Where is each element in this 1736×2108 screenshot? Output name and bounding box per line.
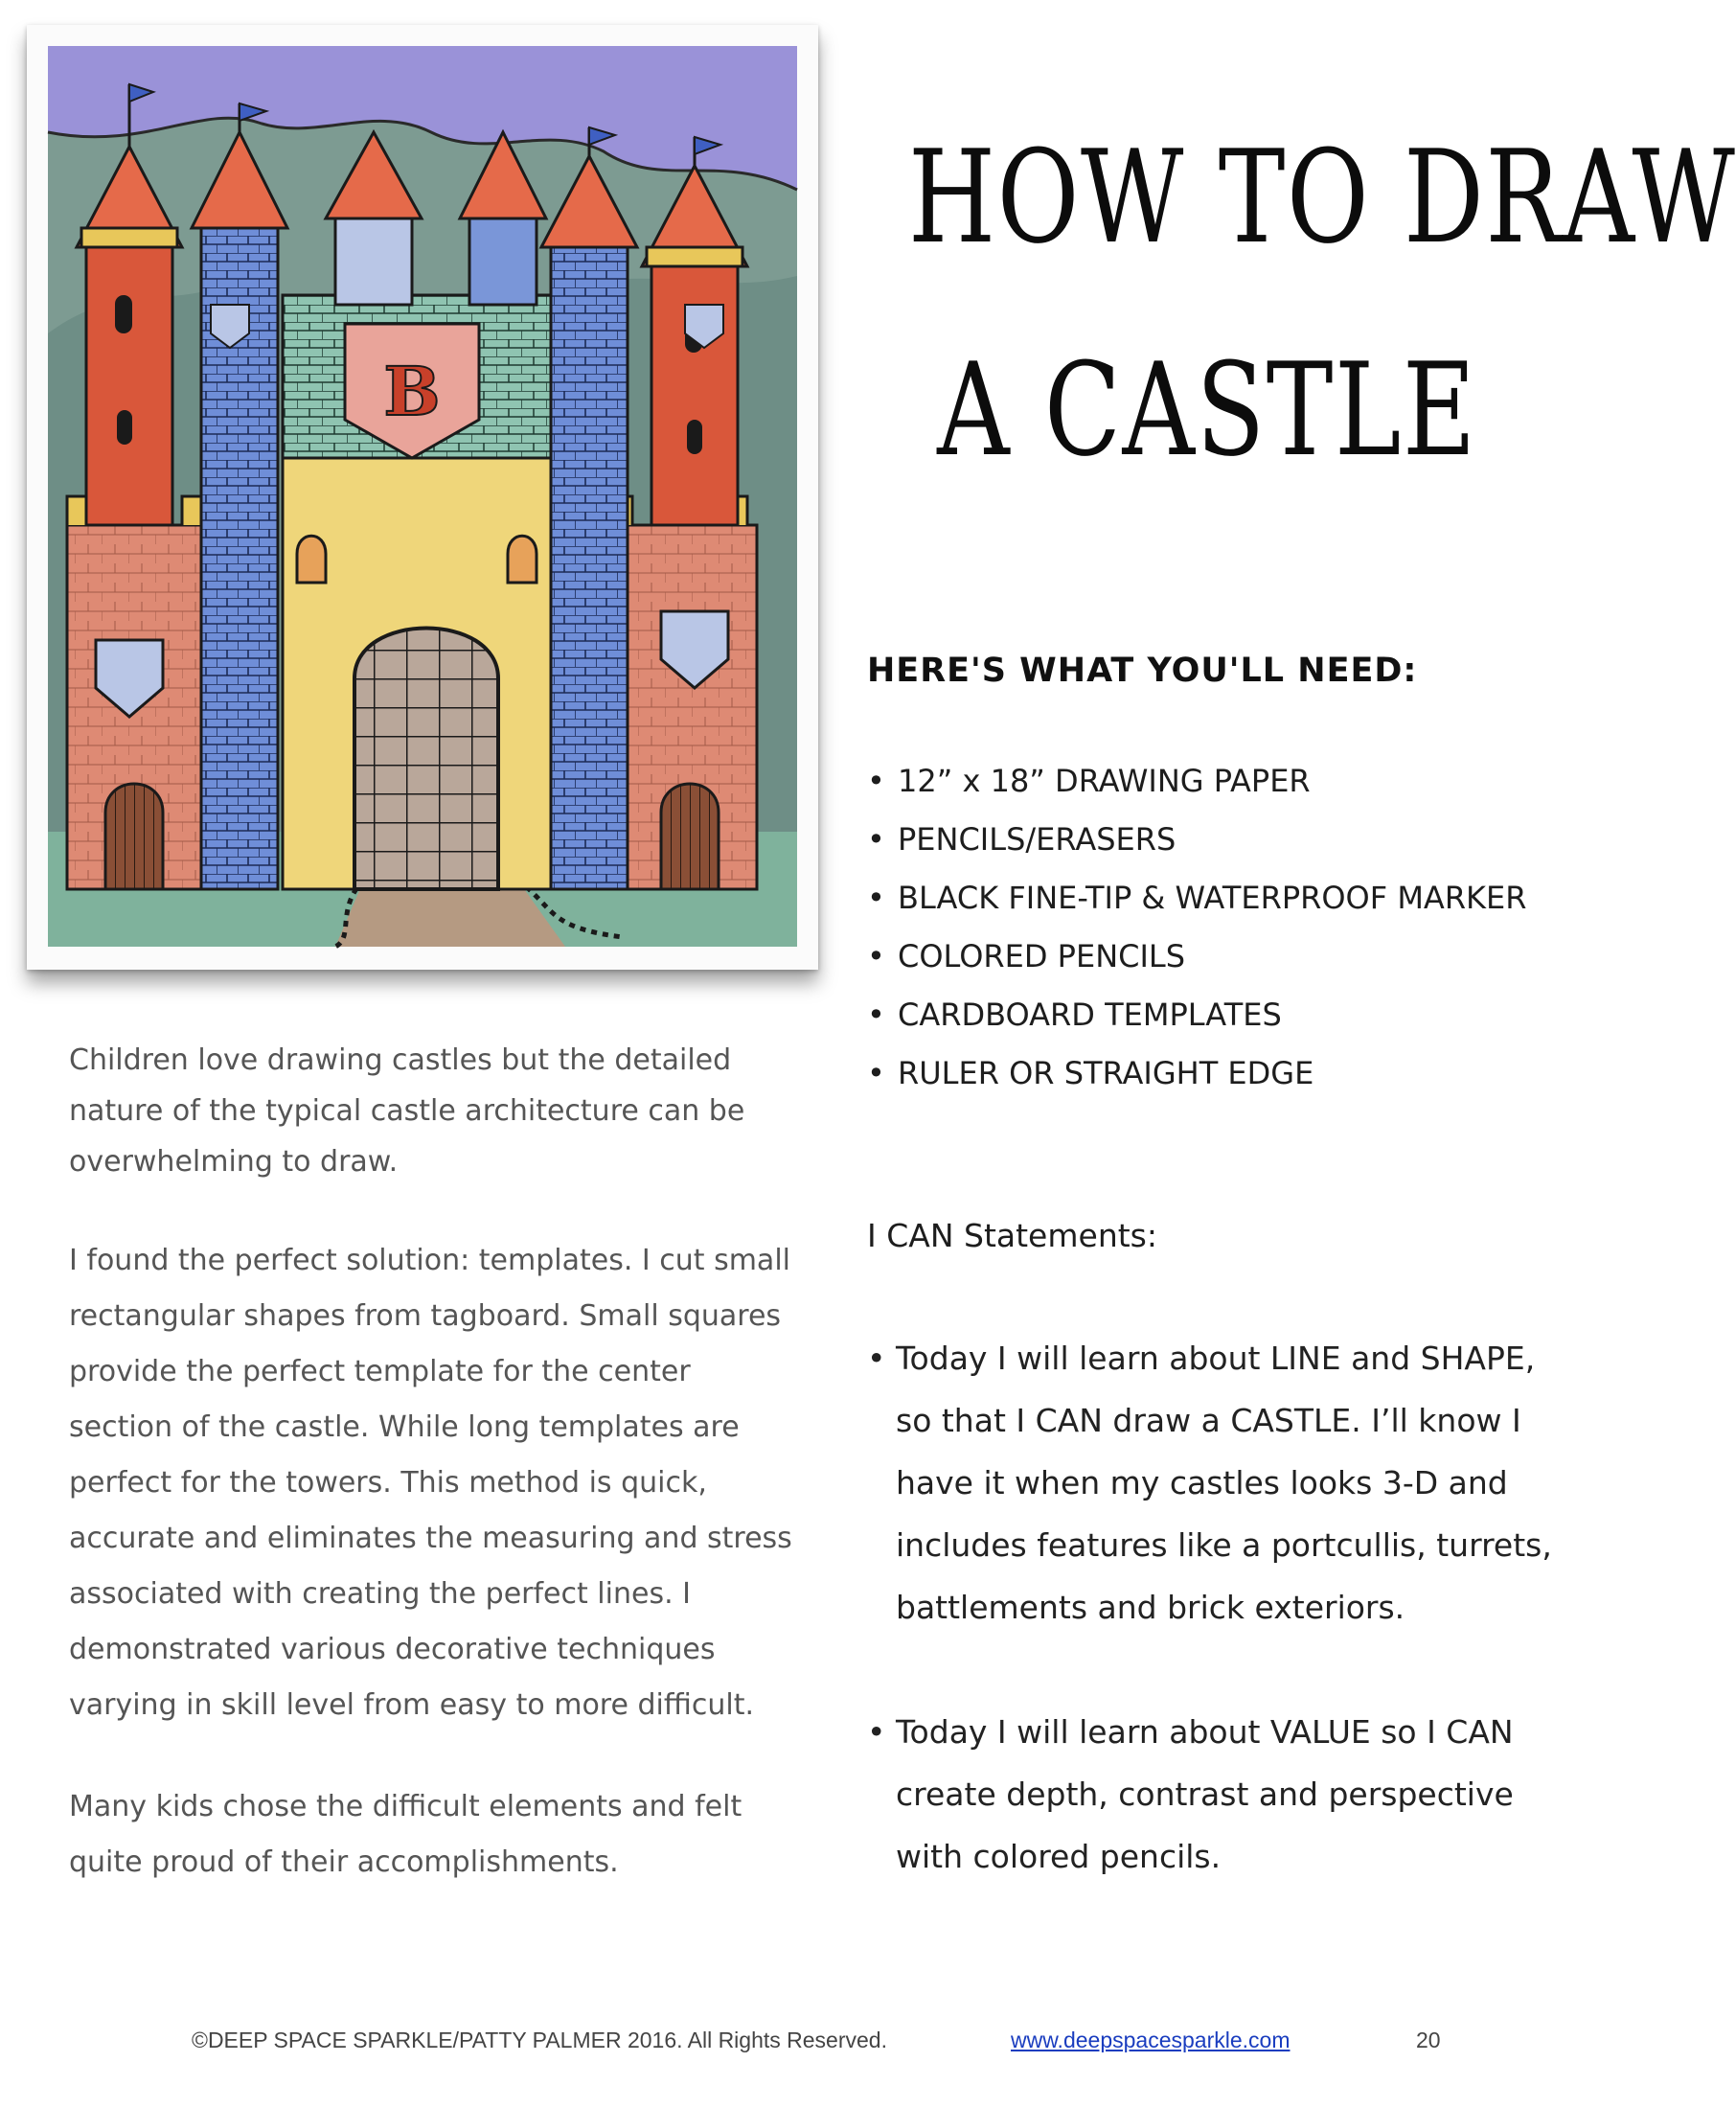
castle-illustration bbox=[48, 46, 797, 947]
list-item: • 12” x 18” DRAWING PAPER bbox=[867, 752, 1576, 811]
body-text bbox=[69, 1035, 797, 1936]
supplies-heading: HERE'S WHAT YOU'LL NEED: bbox=[867, 652, 1418, 690]
copyright-text: ©DEEP SPACE SPARKLE/PATTY PALMER 2016. All Rights Reserved. bbox=[192, 2028, 887, 2052]
banner-letter: B bbox=[383, 352, 441, 431]
list-item: • BLACK FINE-TIP & WATERPROOF MARKER bbox=[867, 869, 1576, 928]
page-number: 20 bbox=[1416, 2028, 1441, 2052]
paragraph: I found the perfect solution: templates. I cut small rectangular shapes from tagboard. Small squares provide the perfect template for the center section of the castle. While long templates are perfect for the towers. This method is quick, accurate and eliminates the measuring and stress associated with creating the perfect lines. I demonstrated various decorative techniques varying in skill level from easy to more difficult. bbox=[69, 1244, 792, 1722]
castle-drawing-photo bbox=[27, 25, 818, 970]
list-item: • Today I will learn about LINE and SHAPE, so that I CAN draw a CASTLE. I’ll know I have it when my castles looks 3-D and includes features like a portcullis, turrets, battlements and brick exteriors. bbox=[867, 1327, 1581, 1638]
paragraph: Many kids chose the difficult elements and felt quite proud of their accomplishments. bbox=[69, 1790, 742, 1879]
paragraph: Children love drawing castles but the detailed nature of the typical castle architecture can be overwhelming to draw. bbox=[69, 1043, 745, 1179]
title-line-2: A CASTLE bbox=[937, 335, 1477, 485]
website-link[interactable]: www.deepspacesparkle.com bbox=[1011, 2028, 1291, 2052]
list-item: • RULER OR STRAIGHT EDGE bbox=[867, 1044, 1576, 1103]
list-item: • CARDBOARD TEMPLATES bbox=[867, 986, 1576, 1044]
page-title bbox=[908, 91, 1736, 516]
list-item: • Today I will learn about VALUE so I CAN create depth, contrast and perspective with colored pencils. bbox=[867, 1701, 1581, 1888]
ican-heading: I CAN Statements: bbox=[867, 1217, 1157, 1254]
list-item: • COLORED PENCILS bbox=[867, 928, 1576, 986]
list-item: • PENCILS/ERASERS bbox=[867, 811, 1576, 869]
ican-statements-list bbox=[867, 1327, 1581, 1950]
title-line-1: HOW TO DRAW bbox=[908, 123, 1736, 272]
supplies-list bbox=[867, 752, 1576, 1103]
page-footer bbox=[0, 2028, 1629, 2056]
